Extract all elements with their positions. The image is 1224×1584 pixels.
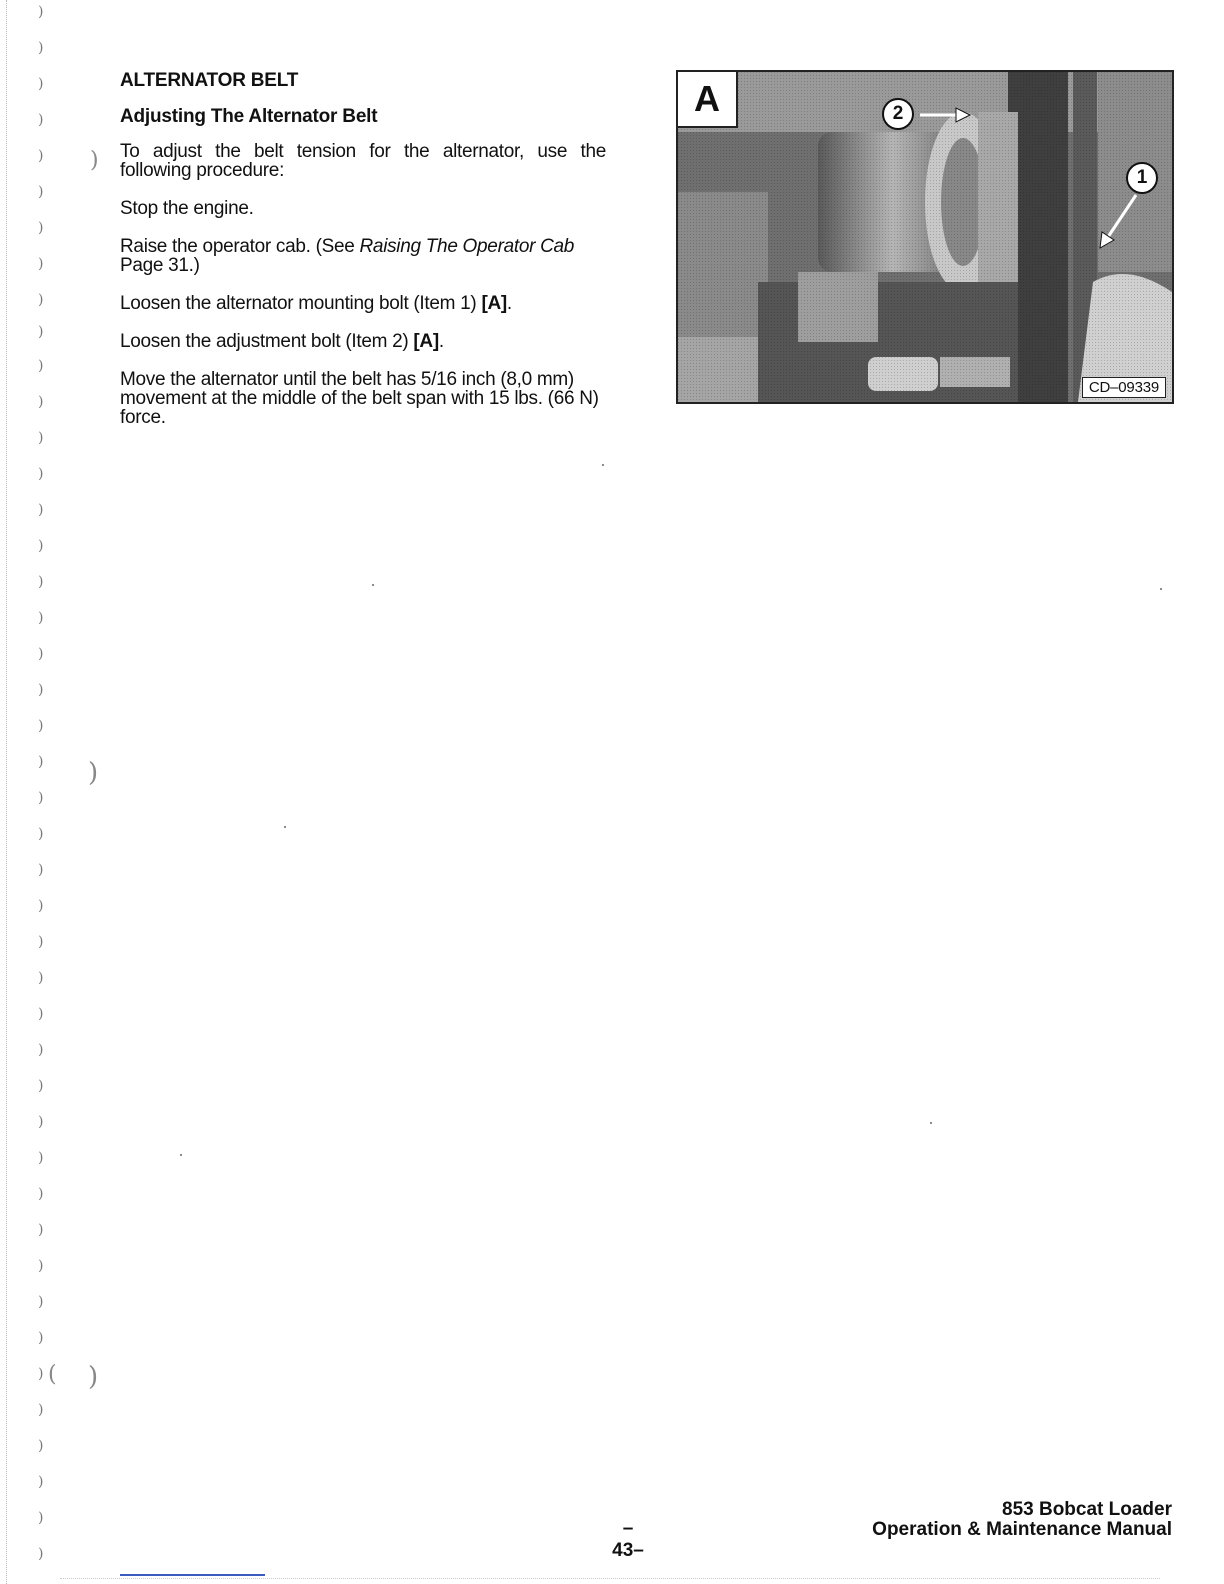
scan-mark: ) [38, 1042, 44, 1058]
section-title: ALTERNATOR BELT [120, 70, 299, 91]
scan-speck [180, 1154, 182, 1156]
scan-mark: ) [38, 1222, 44, 1238]
scan-mark: ) [90, 148, 99, 173]
scan-mark: ) [38, 1258, 44, 1274]
scan-speck [372, 584, 374, 586]
figure-alternator-photo [676, 70, 1174, 404]
binding-rule [6, 0, 7, 1584]
bottom-scan-border [60, 1578, 1160, 1579]
scan-mark: ) [38, 1078, 44, 1094]
alternator-photo [678, 72, 1172, 402]
scan-mark: ) [38, 898, 44, 914]
step-loosen-adjustment-bolt [120, 332, 606, 351]
scan-mark: ) [38, 1366, 44, 1382]
manual-title-line-1: 853 Bobcat Loader [1002, 1499, 1172, 1520]
step-loosen-mounting-text: Loosen the alternator mounting bolt (Item 1) [120, 293, 482, 314]
figure-reference: [A] [413, 331, 439, 352]
scan-mark: ) [38, 934, 44, 950]
scan-mark: ) [38, 682, 44, 698]
step-raise-cab-text: Raise the operator cab. (See [120, 236, 360, 257]
scan-mark: ) [38, 1438, 44, 1454]
scan-mark: ) [38, 220, 44, 236]
scan-mark: ) [38, 112, 44, 128]
callout-item-2: 2 [882, 98, 914, 130]
scan-mark: ) [38, 754, 44, 770]
scan-mark: ) [38, 1186, 44, 1202]
scan-mark: ) [38, 1510, 44, 1526]
scan-mark: ) [38, 76, 44, 92]
callout-item-1: 1 [1126, 162, 1158, 194]
scan-mark: ) [38, 358, 44, 374]
cross-reference: Raising The Operator Cab [359, 236, 575, 257]
step-raise-cab-page: Page 31.) [120, 255, 200, 276]
scan-mark: ) [38, 1294, 44, 1310]
scan-mark: ) [38, 324, 44, 340]
step-raise-cab [120, 237, 606, 275]
scan-mark: ) [38, 430, 44, 446]
scan-mark: ) [38, 718, 44, 734]
scan-mark: ) [38, 292, 44, 308]
manual-title-line-2: Operation & Maintenance Manual [872, 1519, 1172, 1540]
text-column [120, 70, 606, 446]
scan-mark: ) [38, 1474, 44, 1490]
scan-mark: ) [38, 790, 44, 806]
scan-mark: ) [38, 40, 44, 56]
intro-paragraph: To adjust the belt tension for the alternator, use the following procedure: [120, 141, 606, 181]
scan-mark: ) [38, 148, 44, 164]
scan-speck [930, 1122, 932, 1124]
step-loosen-adjustment-text: Loosen the adjustment bolt (Item 2) [120, 331, 414, 352]
scan-mark: ) [38, 184, 44, 200]
page-number: –43– [612, 1518, 644, 1561]
scan-speck [284, 826, 286, 828]
scan-mark: ) [38, 1330, 44, 1346]
step-loosen-mounting-bolt [120, 294, 606, 313]
scan-mark: ) [38, 826, 44, 842]
binding-margin [0, 0, 60, 1584]
subsection-title: Adjusting The Alternator Belt [120, 106, 378, 127]
scan-mark: ) [38, 862, 44, 878]
period: . [506, 293, 512, 314]
scan-mark: ) [38, 1402, 44, 1418]
bottom-rule [120, 1574, 265, 1576]
scan-mark: ) [38, 1546, 44, 1562]
manual-title [872, 1500, 1172, 1540]
scan-mark: ) [38, 256, 44, 272]
step-move-alternator: Move the alternator until the belt has 5/16 inch (8,0 mm) movement at the middle of the belt span with 15 lbs. (66 N) force. [120, 369, 599, 428]
scan-mark: ( [48, 1362, 57, 1387]
scan-mark: ) [38, 610, 44, 626]
scan-mark: ) [38, 538, 44, 554]
scan-mark: ) [38, 1114, 44, 1130]
scan-mark: ) [38, 4, 44, 20]
figure-code: CD–09339 [1082, 377, 1166, 398]
scan-mark: ) [38, 394, 44, 410]
scan-mark: ) [38, 466, 44, 482]
step-stop-engine: Stop the engine. [120, 198, 254, 219]
period: . [438, 331, 444, 352]
scan-mark: ) [38, 646, 44, 662]
figure-reference: [A] [481, 293, 507, 314]
scan-mark: ) [38, 574, 44, 590]
scan-mark: ) [88, 758, 99, 788]
scan-mark: ) [38, 502, 44, 518]
scan-mark: ) [38, 1006, 44, 1022]
scan-mark: ) [38, 1150, 44, 1166]
figure-letter: A [678, 72, 738, 128]
scan-mark: ) [88, 1362, 99, 1392]
scan-speck [1160, 588, 1162, 590]
scan-mark: ) [38, 970, 44, 986]
scan-speck [602, 464, 604, 466]
